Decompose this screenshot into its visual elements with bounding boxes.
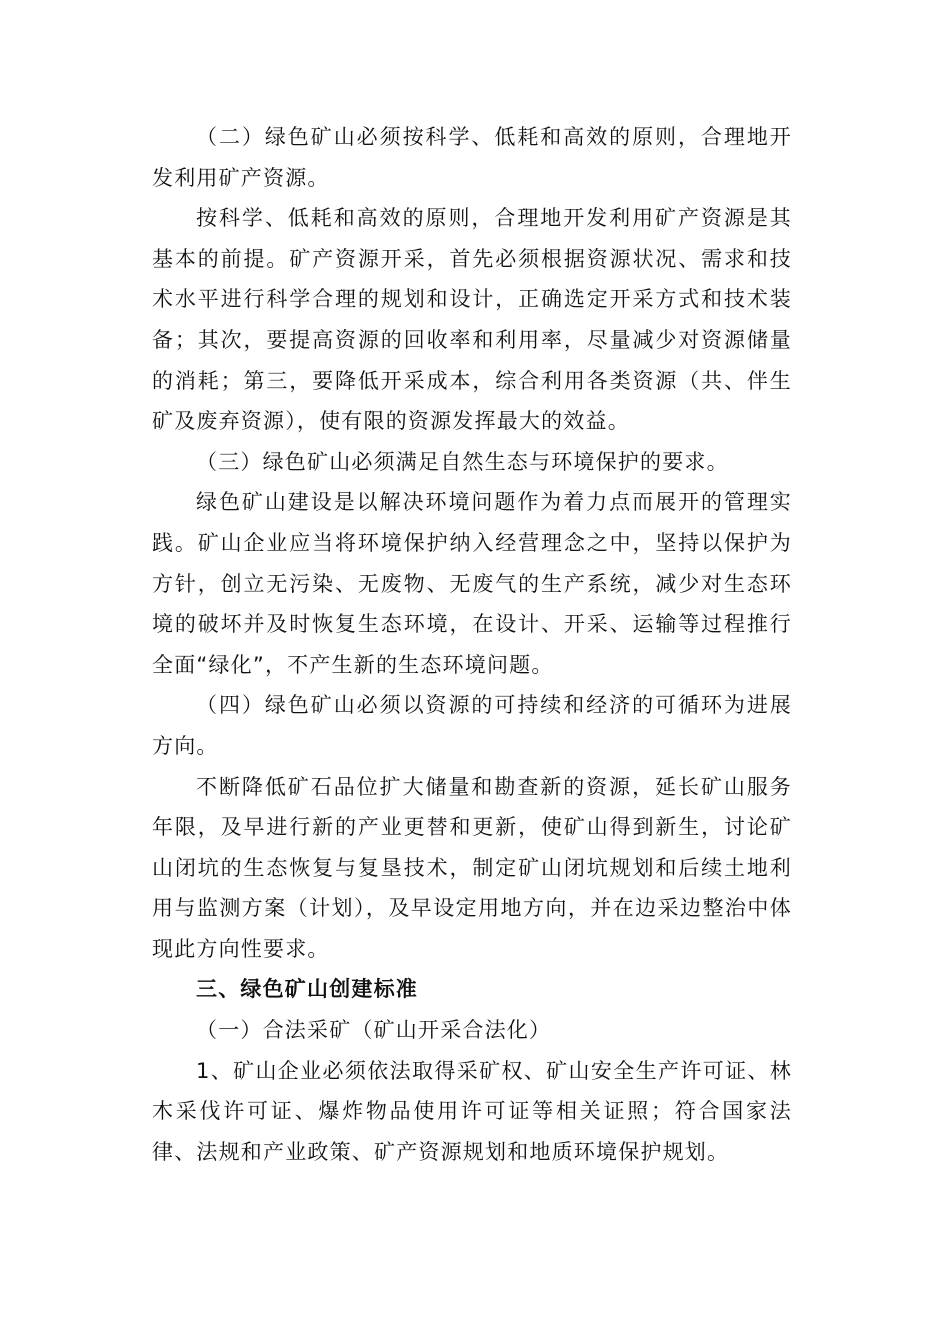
body-paragraph-closure: 不断降低矿石品位扩大储量和勘查新的资源，延长矿山服务年限，及早进行新的产业更替和更新，使矿山得到新生，讨论矿山闭坑的生态恢复与复垦技术，制定矿山闭坑规划和后续土地利用与监测方案（计划），及早设定用地方向，并在边采边整治中体现此方向性要求。 <box>152 774 792 961</box>
section-heading-ecology: （三）绿色矿山必须满足自然生态与环境保护的要求。 <box>196 449 729 474</box>
body-paragraph-licenses: 1、矿山企业必须依法取得采矿权、矿山安全生产许可证、林木采伐许可证、爆炸物品使用许可证等相关证照；符合国家法律、法规和产业政策、矿产资源规划和地质环境保护规划。 <box>152 1058 792 1164</box>
document-body <box>152 117 792 1172</box>
body-paragraph-environment: 绿色矿山建设是以解决环境问题作为着力点而展开的管理实践。矿山企业应当将环境保护纳入经营理念之中，坚持以保护为方针，创立无污染、无废物、无废气的生产系统，减少对生态环境的破坏并及时恢复生态环境，在设计、开采、运输等过程推行全面“绿化”，不产生新的生态环境问题。 <box>152 490 792 677</box>
section-heading-sustainability: （四）绿色矿山必须以资源的可持续和经济的可循环为进展方向。 <box>152 693 792 758</box>
chapter-heading-standards: 三、绿色矿山创建标准 <box>196 977 418 1002</box>
body-paragraph-resource-use: 按科学、低耗和高效的原则，合理地开发利用矿产资源是其基本的前提。矿产资源开采，首先必须根据资源状况、需求和技术水平进行科学合理的规划和设计，正确选定开采方式和技术装备；其次，要提高资源的回收率和利用率，尽量减少对资源储量的消耗；第三，要降低开采成本，综合利用各类资源（共、伴生矿及废弃资源），使有限的资源发挥最大的效益。 <box>152 206 792 434</box>
section-heading-legal-mining: （一）合法采矿（矿山开采合法化） <box>196 1018 552 1043</box>
section-heading-green-mine-principle: （二）绿色矿山必须按科学、低耗和高效的原则，合理地开发利用矿产资源。 <box>152 125 792 190</box>
